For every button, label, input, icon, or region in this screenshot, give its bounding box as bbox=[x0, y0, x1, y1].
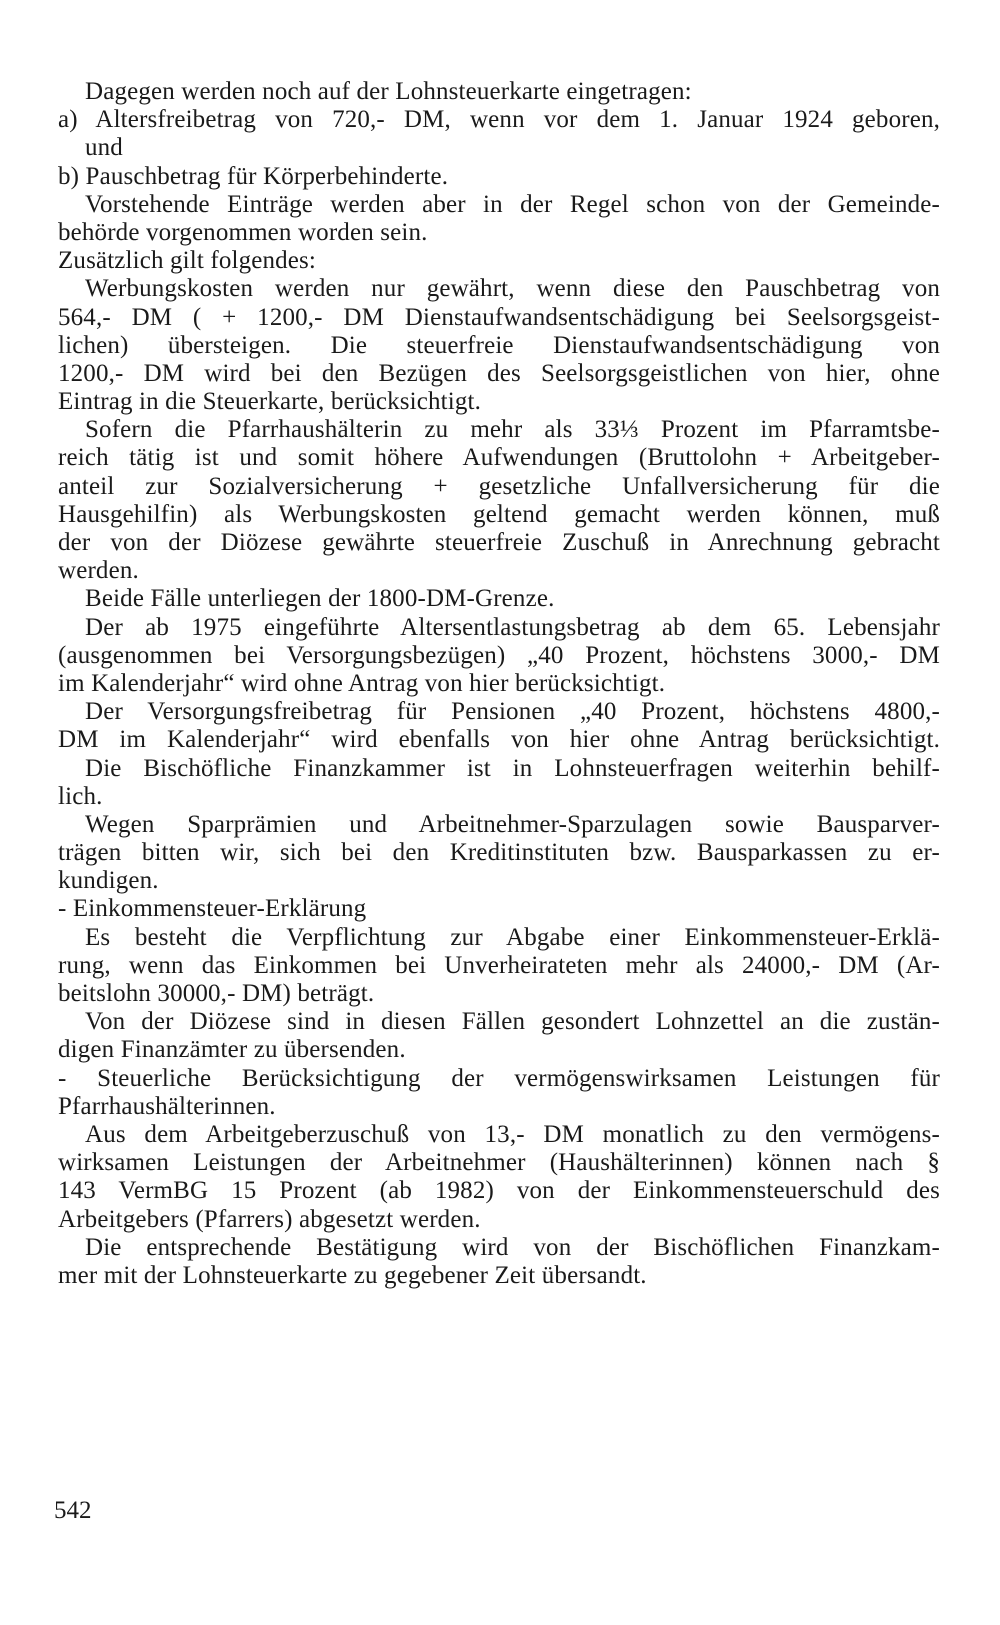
text-line: 143 VermBG 15 Prozent (ab 1982) von der Einkommensteuerschuld des bbox=[58, 1177, 940, 1205]
text-line: a) Altersfreibetrag von 720,- DM, wenn vor dem 1. Januar 1924 geboren, bbox=[58, 106, 940, 134]
text-line: Sofern die Pfarrhaushälterin zu mehr als 33⅓ Prozent im Pfarramtsbe- bbox=[85, 416, 940, 444]
text-line: behörde vorgenommen worden sein. bbox=[58, 218, 428, 246]
text-line: werden. bbox=[58, 557, 139, 585]
text-line: Hausgehilfin) als Werbungskosten geltend gemacht werden können, muß bbox=[58, 500, 940, 528]
text-line: Es besteht die Verpflichtung zur Abgabe einer Einkommensteuer-Erklä- bbox=[85, 923, 940, 951]
text-line: Arbeitgebers (Pfarrers) abgesetzt werden. bbox=[58, 1205, 481, 1233]
text-line: kundigen. bbox=[58, 867, 159, 895]
text-line: Der ab 1975 eingeführte Altersentlastungsbetrag ab dem 65. Lebensjahr bbox=[85, 613, 940, 641]
text-line: reich tätig ist und somit höhere Aufwendungen (Bruttolohn + Arbeitgeber- bbox=[58, 444, 940, 472]
text-line: Aus dem Arbeitgeberzuschuß von 13,- DM monatlich zu den vermögens- bbox=[85, 1120, 940, 1148]
text-line: Zusätzlich gilt folgendes: bbox=[58, 247, 317, 275]
text-line: Der Versorgungsfreibetrag für Pensionen „40 Prozent, höchstens 4800,- bbox=[85, 698, 940, 726]
text-line: wirksamen Leistungen der Arbeitnehmer (Haushälterinnen) können nach § bbox=[58, 1149, 940, 1177]
text-line: Eintrag in die Steuerkarte, berücksichtigt. bbox=[58, 388, 481, 416]
text-line: (ausgenommen bei Versorgungsbezügen) „40 Prozent, höchstens 3000,- DM bbox=[58, 641, 940, 669]
text-line: 1200,- DM wird bei den Bezügen des Seelsorgsgeistlichen von hier, ohne bbox=[58, 359, 940, 387]
page-number: 542 bbox=[54, 1497, 92, 1524]
text-line: anteil zur Sozialversicherung + gesetzliche Unfallversicherung für die bbox=[58, 472, 940, 500]
text-line: - Einkommensteuer-Erklärung bbox=[58, 895, 367, 923]
text-line: beitslohn 30000,- DM) beträgt. bbox=[58, 980, 375, 1007]
text-line: - Steuerliche Berücksichtigung der vermögenswirksamen Leistungen für bbox=[58, 1064, 940, 1092]
text-line: und bbox=[85, 134, 123, 162]
text-line: lichen) übersteigen. Die steuerfreie Dienstaufwandsentschädigung von bbox=[58, 331, 940, 359]
text-line: Dagegen werden noch auf der Lohnsteuerkarte eingetragen: bbox=[85, 78, 692, 105]
body-text bbox=[58, 78, 940, 1290]
text-line: 564,- DM ( + 1200,- DM Dienstaufwandsentschädigung bei Seelsorgsgeist- bbox=[58, 303, 940, 331]
text-line: trägen bitten wir, sich bei den Kreditinstituten bzw. Bausparkassen zu er- bbox=[58, 839, 940, 867]
text-line: Von der Diözese sind in diesen Fällen gesondert Lohnzettel an die zustän- bbox=[85, 1008, 940, 1036]
text-line: Werbungskosten werden nur gewährt, wenn diese den Pauschbetrag von bbox=[85, 275, 940, 303]
text-line: der von der Diözese gewährte steuerfreie Zuschuß in Anrechnung gebracht bbox=[58, 529, 940, 556]
text-line: Beide Fälle unterliegen der 1800-DM-Grenze. bbox=[85, 585, 555, 613]
text-line: mer mit der Lohnsteuerkarte zu gegebener Zeit übersandt. bbox=[58, 1261, 647, 1289]
text-line: lich. bbox=[58, 782, 103, 810]
text-line: DM im Kalenderjahr“ wird ebenfalls von hier ohne Antrag berücksichtigt. bbox=[58, 726, 940, 754]
text-line: rung, wenn das Einkommen bei Unverheirateten mehr als 24000,- DM (Ar- bbox=[58, 951, 940, 979]
text-line: Pfarrhaushälterinnen. bbox=[58, 1092, 276, 1120]
text-line: b) Pauschbetrag für Körperbehinderte. bbox=[58, 162, 449, 190]
text-line: Die entsprechende Bestätigung wird von der Bischöflichen Finanzkam- bbox=[85, 1233, 940, 1261]
text-line: digen Finanzämter zu übersenden. bbox=[58, 1036, 406, 1064]
text-line: im Kalenderjahr“ wird ohne Antrag von hier berücksichtigt. bbox=[58, 669, 666, 697]
text-line: Die Bischöfliche Finanzkammer ist in Lohnsteuerfragen weiterhin behilf- bbox=[85, 754, 940, 782]
text-line: Vorstehende Einträge werden aber in der Regel schon von der Gemeinde- bbox=[85, 190, 940, 218]
text-line: Wegen Sparprämien und Arbeitnehmer-Sparzulagen sowie Bausparver- bbox=[85, 810, 940, 838]
